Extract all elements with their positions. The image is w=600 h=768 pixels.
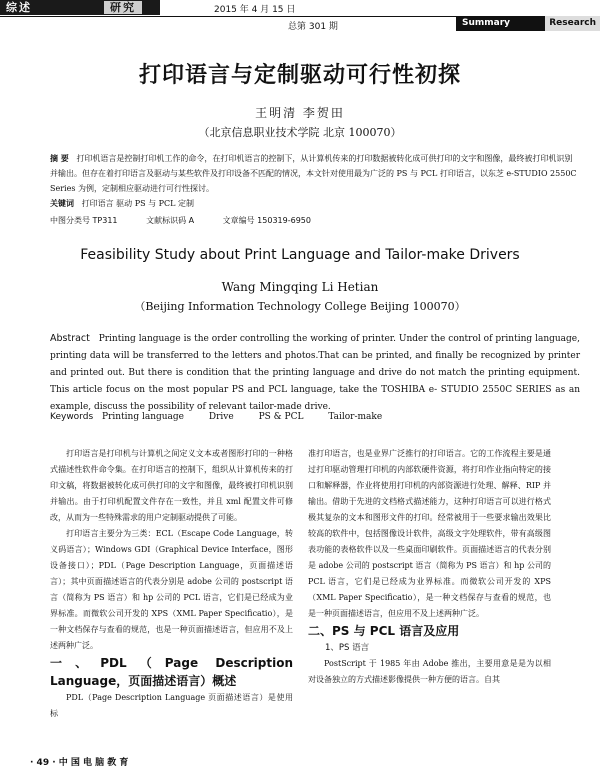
- subsection-heading: 1、PS 语言: [325, 643, 370, 653]
- title-english: Feasibility Study about Print Language and Tailor-make Drivers: [80, 247, 520, 263]
- header-summary-label: Summary: [462, 18, 511, 28]
- header-research-label: Research: [545, 16, 600, 31]
- abstract-chinese-label: 摘 要: [50, 153, 69, 163]
- section-heading-2: 二、PS 与 PCL 语言及应用: [308, 624, 460, 638]
- body-right-column: [308, 446, 551, 688]
- header-date: 2015 年 4 月 15 日: [214, 5, 296, 15]
- keywords-chinese-label: 关键词: [50, 198, 74, 208]
- body-paragraph: PDL（Page Description Language 页面描述语言）是使用标: [50, 693, 293, 718]
- clc-number: 中图分类号 TP311: [50, 216, 118, 225]
- body-paragraph: PostScript 于 1985 年由 Adobe 推出，主要用意是是为以相对设备独立的方式描述影像提供一种方便的语言。自其: [308, 659, 551, 684]
- authors-english: Wang Mingqing Li Hetian: [221, 280, 379, 294]
- abstract-chinese-text: 打印机语言是控制打印机工作的命令，在打印机语言的控制下，从计算机传来的打印数据被转化成可供打印的文字和图像，最终被打印机识别并输出。但存在着打印语言及驱动与某些软件及打印设备不匹配的情况，本文针对使用最为广泛的 PS 与 PCL 打印语言，以东芝 e-STUDIO 2550C Series 为例，定制相应驱动进行可行性探讨。: [50, 154, 577, 193]
- abstract-english: [50, 330, 580, 416]
- keyword-item: Tailor-make: [328, 412, 383, 422]
- header-summary-research: [456, 16, 600, 31]
- affiliation-chinese: （北京信息职业技术学院 北京 100070）: [198, 126, 402, 139]
- body-paragraph: 打印语言主要分为三类：ECL（Escape Code Language，转义码语言）；Windows GDI（Graphical Device Interface，图形设备接口）；PDL（Page Description Language，页面描述语言）；其中页面描述语言的代表分别是 adobe 公司的 postscript 语言（简称为 PS 语言）和 hp 公司的 PCL 语言，它们是已经成为业界标准。而微软公司开发的 XPS（XML Paper Specificatio），是一种文档保存与查看的规范，也是一种页面描述语言，但应用不及上述两种广泛。: [50, 529, 293, 650]
- body-left-column: [50, 446, 293, 722]
- section-heading-1: 一、PDL（Page Description Language，页面描述语言）概述: [50, 656, 293, 688]
- abstract-chinese: [50, 151, 580, 196]
- keyword-item: Printing language: [102, 412, 185, 422]
- affiliation-english: （Beijing Information Technology College Beijing 100070）: [134, 300, 466, 313]
- abstract-english-text: Printing language is the order controlling the working of printer. Under the control of printing language, printing data will be transferred to the letters and photos.That can be printed, and finally be recognized by printer and printed out. But there is condition that the printing language and drive do not match the printing equipment. This article focus on the most popular PS and PCL language, take the TOSHIBA e- STUDIO 2550C SERIES as an example, discuss the possibility of relevant tailor-made drive.: [50, 334, 580, 412]
- keyword-item: PS & PCL: [258, 412, 304, 422]
- header-tag-review: 综述: [6, 1, 32, 14]
- keyword-item: Drive: [208, 412, 234, 422]
- authors-chinese: 王明清 李贺田: [255, 106, 345, 120]
- keywords-english-label: Keywords: [50, 412, 94, 422]
- body-paragraph: 准打印语言，也是业界广泛推行的打印语言。它的工作流程主要是通过打印驱动管理打印机的内部软硬件资源，将打印作业指向特定的接口和解释器，作业将使用打印机的内部资源进行处理、解释、RIP 并输出。借助于先进的文档格式描述能力，这种打印语言可以进行格式极其复杂的文本和图形文件的打印。经常被用于一些要求输出效果比较高的软件中，包括图像设计软件，高级文字处理软件，带有高级图表功能的表格软件以及一些桌面印刷软件。页面描述语言的代表分别是 adobe 公司的 postscript 语言（简称为 PS 语言）和 hp 公司的 PCL 语言，它们是已经成为业界标准。而微软公司开发的 XPS（XML Paper Specificatio），是一种文档保存与查看的规范，也是一种页面描述语言，但应用不及上述两种广泛。: [308, 449, 551, 618]
- page-footer: · 49 · 中 国 电 脑 教 育: [30, 758, 129, 768]
- keywords-english: [50, 412, 404, 422]
- article-number: 文章编号 150319-6950: [222, 216, 311, 225]
- header-tag-research: 研究: [104, 1, 142, 14]
- keywords-chinese-text: 打印语言 驱动 PS 与 PCL 定制: [81, 199, 195, 208]
- title-chinese: 打印语言与定制驱动可行性初探: [138, 63, 461, 88]
- keywords-chinese: [50, 198, 194, 209]
- abstract-english-label: Abstract: [50, 333, 90, 344]
- classification-meta: [50, 215, 337, 226]
- body-paragraph: 打印语言是打印机与计算机之间定义文本或者图形打印的一种格式描述性软件命令集。在打印语言的控制下，组织从计算机传来的打印文稿，将数据被转化成可供打印的文字和图像，最终被打印机识别并输出。由于打印机配置文件存在一致性，并且 xml 配置文件可修改，从而为一些特殊需求的用户定制驱动提供了可能。: [50, 449, 293, 522]
- header-issue-total: 总第 301 期: [288, 22, 338, 32]
- doc-code: 文献标识码 A: [146, 216, 195, 225]
